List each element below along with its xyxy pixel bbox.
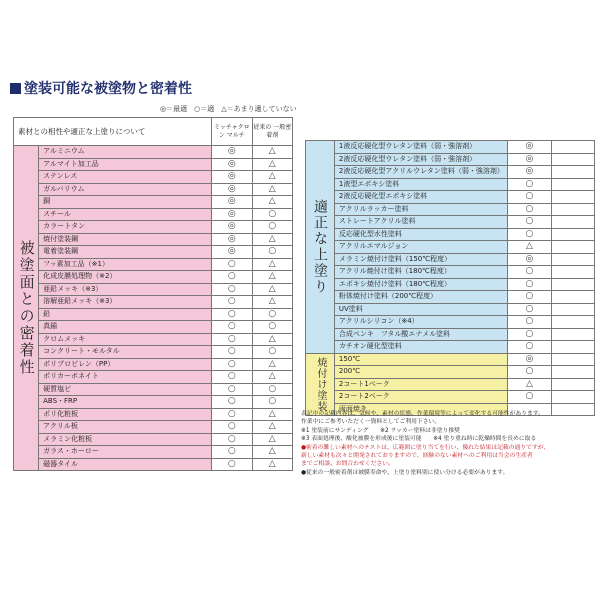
table-row [306,141,595,154]
rating-conventional: △ [252,358,292,371]
rating-mitchakuron: ○ [508,366,551,379]
coating-name: 2液反応硬化型アクリルウレタン塗料（弱・強溶剤） [334,166,507,179]
table-row [14,346,293,359]
rating-conventional: ○ [252,246,292,259]
coating-name: アクリルエマルジョン [334,241,507,254]
material-name: 電着塗装鋼 [39,246,212,259]
rating-conventional: △ [252,333,292,346]
rating-mitchakuron: ○ [212,271,252,284]
notes [301,410,596,477]
header-conventional: 従来の 一般密着剤 [252,118,292,146]
rating-mitchakuron: ◎ [212,221,252,234]
table-row [14,233,293,246]
table-row [14,283,293,296]
material-name: スチール [39,208,212,221]
material-name: 硬質塩ビ [39,383,212,396]
category-label: 適正な上塗り [306,141,335,354]
rating-mitchakuron: ○ [212,396,252,409]
coating-name: UV塗料 [334,303,507,316]
table-row [306,241,595,254]
rating-conventional: △ [252,146,292,159]
table-row [306,178,595,191]
rating-empty [551,316,594,329]
rating-empty [551,391,594,404]
table-row [14,183,293,196]
rating-empty [551,303,594,316]
rating-empty [551,278,594,291]
rating-mitchakuron: ○ [508,216,551,229]
table-row [306,328,595,341]
material-name: 焼付塗装鋼 [39,233,212,246]
coating-name: エポキシ焼付け塗料（180℃程度） [334,278,507,291]
rating-conventional: △ [252,433,292,446]
note-line: ※3 表面処理後、酸化被膜を形成後に塗装可能 ※4 塗り重ね時に乾燥時間を長めに取る [301,436,537,443]
rating-empty [551,153,594,166]
coating-name: 2コート2ベーク [334,391,507,404]
coating-name: 反応硬化型水性塗料 [334,228,507,241]
rating-mitchakuron: ○ [508,228,551,241]
note-line: ※1 塗装前にサンディング ※2 ラッカー塗料は非塗り推奨 [301,427,460,434]
rating-mitchakuron: ◎ [508,253,551,266]
table-row [306,303,595,316]
rating-conventional: △ [252,371,292,384]
warning-line: ●密着の難しい素材へのテストは、広範囲に塗り当てを行い、優れた結果は記載の通りですが、 [301,444,550,451]
rating-conventional: △ [252,258,292,271]
material-name: ガラス・ホーロー [39,446,212,459]
rating-mitchakuron: ○ [212,296,252,309]
material-name: 溶解亜鉛メッキ（※3） [39,296,212,309]
material-name: フッ素加工品（※1） [39,258,212,271]
coating-name: ストレートアクリル塗料 [334,216,507,229]
rating-empty [551,328,594,341]
table-row [14,221,293,234]
rating-empty [551,291,594,304]
rating-mitchakuron: ○ [212,358,252,371]
table-row [14,371,293,384]
table-row [306,166,595,179]
note-line: ●従来の一般密着剤は被膜寿命や、上塗り塗料別に使い分ける必要があります。 [301,469,509,476]
table-row [14,196,293,209]
material-name: カラートタン [39,221,212,234]
coating-name: アクリルシリコン（※4） [334,316,507,329]
coating-name: 200℃ [334,366,507,379]
rating-mitchakuron: ◎ [212,171,252,184]
table-row [306,378,595,391]
rating-mitchakuron: ◎ [508,353,551,366]
rating-mitchakuron: ○ [508,391,551,404]
table-row [14,208,293,221]
rating-conventional: ○ [252,346,292,359]
rating-mitchakuron: ○ [508,341,551,354]
rating-mitchakuron: ◎ [212,246,252,259]
material-name: 化成皮膜処理物（※2） [39,271,212,284]
table-row [14,358,293,371]
title-text: 塗装可能な被塗物と密着性 [24,81,192,97]
rating-empty [551,141,594,154]
rating-mitchakuron: ○ [212,308,252,321]
table-row [306,353,595,366]
topcoat-table [305,140,595,416]
rating-mitchakuron: ◎ [508,153,551,166]
coating-name: 合成ペンキ フタル酸エナメル塗料 [334,328,507,341]
table-row [14,246,293,259]
table-row [14,258,293,271]
table-row [14,446,293,459]
rating-empty [551,353,594,366]
legend: ◎＝最適 ○＝適 △＝あまり適していない [160,105,297,113]
rating-mitchakuron: ◎ [212,233,252,246]
table-row [306,266,595,279]
rating-mitchakuron: ○ [508,178,551,191]
rating-mitchakuron: ◎ [212,196,252,209]
rating-empty [551,228,594,241]
coating-name: 1液反応硬化型ウレタン塗料（弱・強溶剤） [334,141,507,154]
table-row [306,191,595,204]
material-name: 亜鉛メッキ（※3） [39,283,212,296]
material-name: アルミニウム [39,146,212,159]
table-row [14,296,293,309]
rating-mitchakuron: △ [508,241,551,254]
coating-name: メラミン焼付け塗料（150℃程度） [334,253,507,266]
rating-mitchakuron: ◎ [508,141,551,154]
rating-mitchakuron: ○ [212,258,252,271]
rating-mitchakuron: ○ [212,446,252,459]
rating-mitchakuron: ○ [212,321,252,334]
rating-empty [551,366,594,379]
rating-mitchakuron: ○ [212,408,252,421]
rating-mitchakuron: ◎ [212,158,252,171]
rating-mitchakuron: ○ [212,371,252,384]
rating-mitchakuron: ○ [212,458,252,471]
rating-conventional: △ [252,171,292,184]
material-name: ABS・FRP [39,396,212,409]
material-name: ポリプロピレン（PP） [39,358,212,371]
table-row [14,408,293,421]
table-row [14,458,293,471]
table-row [306,391,595,404]
material-name: コンクリート・モルタル [39,346,212,359]
rating-conventional: △ [252,421,292,434]
rating-conventional: ○ [252,396,292,409]
rating-empty [551,166,594,179]
table-row [14,171,293,184]
rating-empty [551,378,594,391]
rating-conventional: △ [252,196,292,209]
rating-conventional: ○ [252,208,292,221]
coating-name: 両面焼き [334,403,507,416]
rating-empty [551,266,594,279]
substrate-table [13,117,293,471]
coating-name: カチオン硬化型塗料 [334,341,507,354]
coating-name: 2液反応硬化型エポキシ塗料 [334,191,507,204]
warning-line: までご相談、お問合わせください。 [301,461,394,468]
warning-line: 新しい素材も次々と開発されておりますので、経験のない素材へのご利用は当会の生産者 [301,452,533,459]
rating-mitchakuron: ○ [508,291,551,304]
material-name: アクリル板 [39,421,212,434]
rating-conventional: △ [252,458,292,471]
coating-name: 2液反応硬化型ウレタン塗料（弱・強溶剤） [334,153,507,166]
coating-name: 粉体焼付け塗料（200℃程度） [334,291,507,304]
rating-empty [551,341,594,354]
table-row [14,158,293,171]
rating-conventional: △ [252,158,292,171]
rating-mitchakuron: ◎ [508,166,551,179]
note-line: 作業中にご参考いただく一資料としてご利用下さい。 [301,419,441,426]
table-row [306,216,595,229]
rating-mitchakuron: ○ [212,383,252,396]
table-row [306,253,595,266]
material-name: クロムメッキ [39,333,212,346]
rating-mitchakuron: △ [508,378,551,391]
rating-conventional: △ [252,296,292,309]
rating-mitchakuron: ○ [212,283,252,296]
table-row [306,203,595,216]
category-label: 焼付け塗装 [306,353,335,416]
table-row [14,421,293,434]
coating-name: 1液型エポキシ塗料 [334,178,507,191]
header-criteria: 素材との相性や適正な上塗りについて [14,118,212,146]
rating-conventional: △ [252,283,292,296]
table-row [306,341,595,354]
table-row [306,153,595,166]
section-title [10,78,192,98]
table-row [14,146,293,159]
rating-mitchakuron: ○ [212,421,252,434]
coating-name: アクリル焼付け塗料（180℃程度） [334,266,507,279]
rating-conventional: ○ [252,383,292,396]
material-name: ガルバリウム [39,183,212,196]
table-row [14,271,293,284]
table-row [14,333,293,346]
rating-mitchakuron: ○ [508,266,551,279]
rating-mitchakuron: ◎ [212,146,252,159]
rating-conventional: ○ [252,308,292,321]
material-name: 磁器タイル [39,458,212,471]
material-name: メラミン化粧板 [39,433,212,446]
material-name: アルマイト加工品 [39,158,212,171]
category-label: 被塗面との密着性 [14,146,39,471]
rating-mitchakuron: ○ [212,346,252,359]
rating-mitchakuron: ○ [212,333,252,346]
table-row [14,383,293,396]
coating-name: 150℃ [334,353,507,366]
table-row [14,321,293,334]
rating-mitchakuron: ○ [508,203,551,216]
rating-mitchakuron: ○ [508,328,551,341]
header-mitchakuron: ミッチャクロン マルチ [212,118,252,146]
rating-conventional: ○ [252,221,292,234]
table-row [306,291,595,304]
rating-mitchakuron: ○ [212,433,252,446]
table-row [306,228,595,241]
rating-mitchakuron: ○ [508,278,551,291]
rating-empty [551,253,594,266]
rating-empty [551,203,594,216]
material-name: ステンレス [39,171,212,184]
table-row [306,366,595,379]
rating-conventional: △ [252,233,292,246]
rating-conventional: ○ [252,321,292,334]
rating-conventional: △ [252,183,292,196]
rating-mitchakuron: ○ [508,191,551,204]
rating-mitchakuron: ○ [508,303,551,316]
rating-mitchakuron: ◎ [212,183,252,196]
rating-mitchakuron: ◎ [212,208,252,221]
table-row [14,308,293,321]
material-name: ポリ化粧板 [39,408,212,421]
rating-conventional: △ [252,408,292,421]
table-row [14,396,293,409]
square-bullet-icon [10,83,21,94]
material-name: ポリカーボネイト [39,371,212,384]
table-row [14,433,293,446]
rating-empty [551,178,594,191]
material-name: 真鍮 [39,321,212,334]
rating-empty [551,241,594,254]
table-row [306,316,595,329]
rating-conventional: △ [252,271,292,284]
coating-name: 2コート1ベーク [334,378,507,391]
rating-empty [551,216,594,229]
coating-name: アクリルラッカー塗料 [334,203,507,216]
rating-empty [551,191,594,204]
rating-conventional: △ [252,446,292,459]
material-name: 鉛 [39,308,212,321]
rating-mitchakuron: ○ [508,316,551,329]
material-name: 銅 [39,196,212,209]
table-row [306,278,595,291]
note-line: 表記中の記載内容は、気候や、素材の状態、作業環境等によって変化する可能性があります。 [301,411,544,417]
